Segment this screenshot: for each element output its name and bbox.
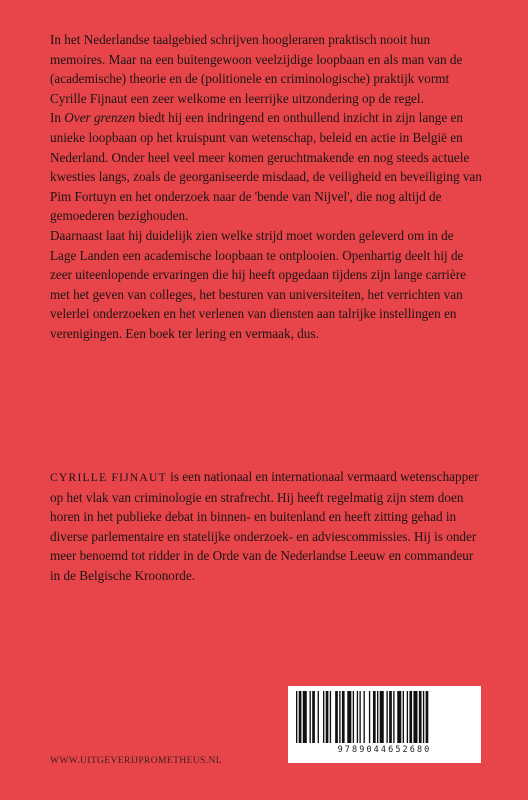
barcode-bar <box>323 691 324 743</box>
barcode-bar <box>386 691 387 743</box>
author-bio-text: is een nationaal en internationaal vermaard wetenschapper op het vlak van criminologie en strafrecht. Hij heeft regelmatig zijn stem doen horen in het publieke debat in binnen- en buitenland en heeft zitting gehad in diverse parlementaire en statelijke onderzoek- en adviescommissies. Hij is onder meer benoemd tot ridder in de Orde van de Nederlandse Leeuw en commandeur in de Belgische Kroonorde. <box>50 469 479 583</box>
barcode-digits: 9789044652680 <box>337 745 432 755</box>
publisher-url[interactable]: WWW.UITGEVERIJPROMETHEUS.NL <box>50 756 222 766</box>
barcode-bar <box>423 691 424 743</box>
barcode-bar <box>364 691 365 743</box>
barcode-bar <box>380 691 384 743</box>
barcode-bar <box>377 691 378 743</box>
barcode-bar <box>330 691 331 743</box>
barcode-bar <box>419 691 422 743</box>
barcode-bar <box>318 691 319 743</box>
barcode-bar <box>413 691 417 743</box>
barcode-bar <box>347 691 351 743</box>
author-bio-paragraph <box>50 467 482 586</box>
blurb-paragraph-2 <box>50 108 482 226</box>
blurb-p2-rest: biedt hij een indringend en onthullend inzicht in zijn lange en unieke loopbaan op het kruispunt van wetenschap, beleid en actie in België en Nederland. Onder heel veel meer komen geruchtmakende en nog steeds actuele kwesties langs, zoals de georganiseerde misdaad, de veiligheid en beveiliging van Pim Fortuyn en het onderzoek naar de 'bende van Nijvel', die nog altijd de gemoederen bezighouden. <box>50 110 482 224</box>
barcode-bar <box>303 691 307 743</box>
barcode-bars <box>294 691 475 745</box>
barcode-bar <box>296 691 297 743</box>
barcode-bar <box>426 691 429 743</box>
barcode-bar <box>353 691 354 743</box>
isbn-barcode <box>288 686 481 763</box>
barcode-bar <box>342 691 345 743</box>
barcode-bar <box>299 691 302 743</box>
barcode-bar <box>326 691 329 743</box>
barcode-bar <box>339 691 340 743</box>
barcode-bar <box>407 691 408 743</box>
barcode-bar <box>335 691 338 743</box>
barcode-bar <box>393 691 394 743</box>
blurb-p2-prefix: In <box>50 110 65 126</box>
barcode-bar <box>312 691 315 743</box>
barcode-bar <box>373 691 376 743</box>
barcode-bar <box>359 691 360 743</box>
author-bio <box>50 467 482 586</box>
blurb-paragraph-3: Daarnaast laat hij duidelijk zien welke strijd moet worden geleverd om in de Lage Landen een academische loopbaan te ontplooien. Openhartig deelt hij de zeer uiteenlopende ervaringen die hij heeft opgedaan tijdens zijn lange carrière met het geven van colleges, het besturen van universiteiten, het verrichten van velerlei onderzoeken en het verlenen van diensten aan talrijke instellingen en verenigingen. Een boek ter lering en vermaak, dus. <box>50 227 466 341</box>
barcode-bar <box>357 691 358 743</box>
blurb-paragraph-1: In het Nederlandse taalgebied schrijven hoogleraren praktisch nooit hun memoires. Maar na een buitengewoon veelzijdige loopbaan en als man van de (academische) theorie en de (politionele en criminologische) praktijk vormt Cyrille Fijnaut een zeer welkome en leerrijke uitzondering op de regel. <box>50 32 463 106</box>
barcode-bar <box>409 691 412 743</box>
barcode-bar <box>397 691 401 743</box>
barcode-bar <box>403 691 404 743</box>
barcode-bar <box>389 691 392 743</box>
barcode-bar <box>369 691 370 743</box>
barcode-bar <box>310 691 311 743</box>
author-name: CYRILLE FIJNAUT <box>50 471 167 484</box>
book-title: Over grenzen <box>64 110 136 126</box>
back-cover-blurb <box>50 30 482 344</box>
